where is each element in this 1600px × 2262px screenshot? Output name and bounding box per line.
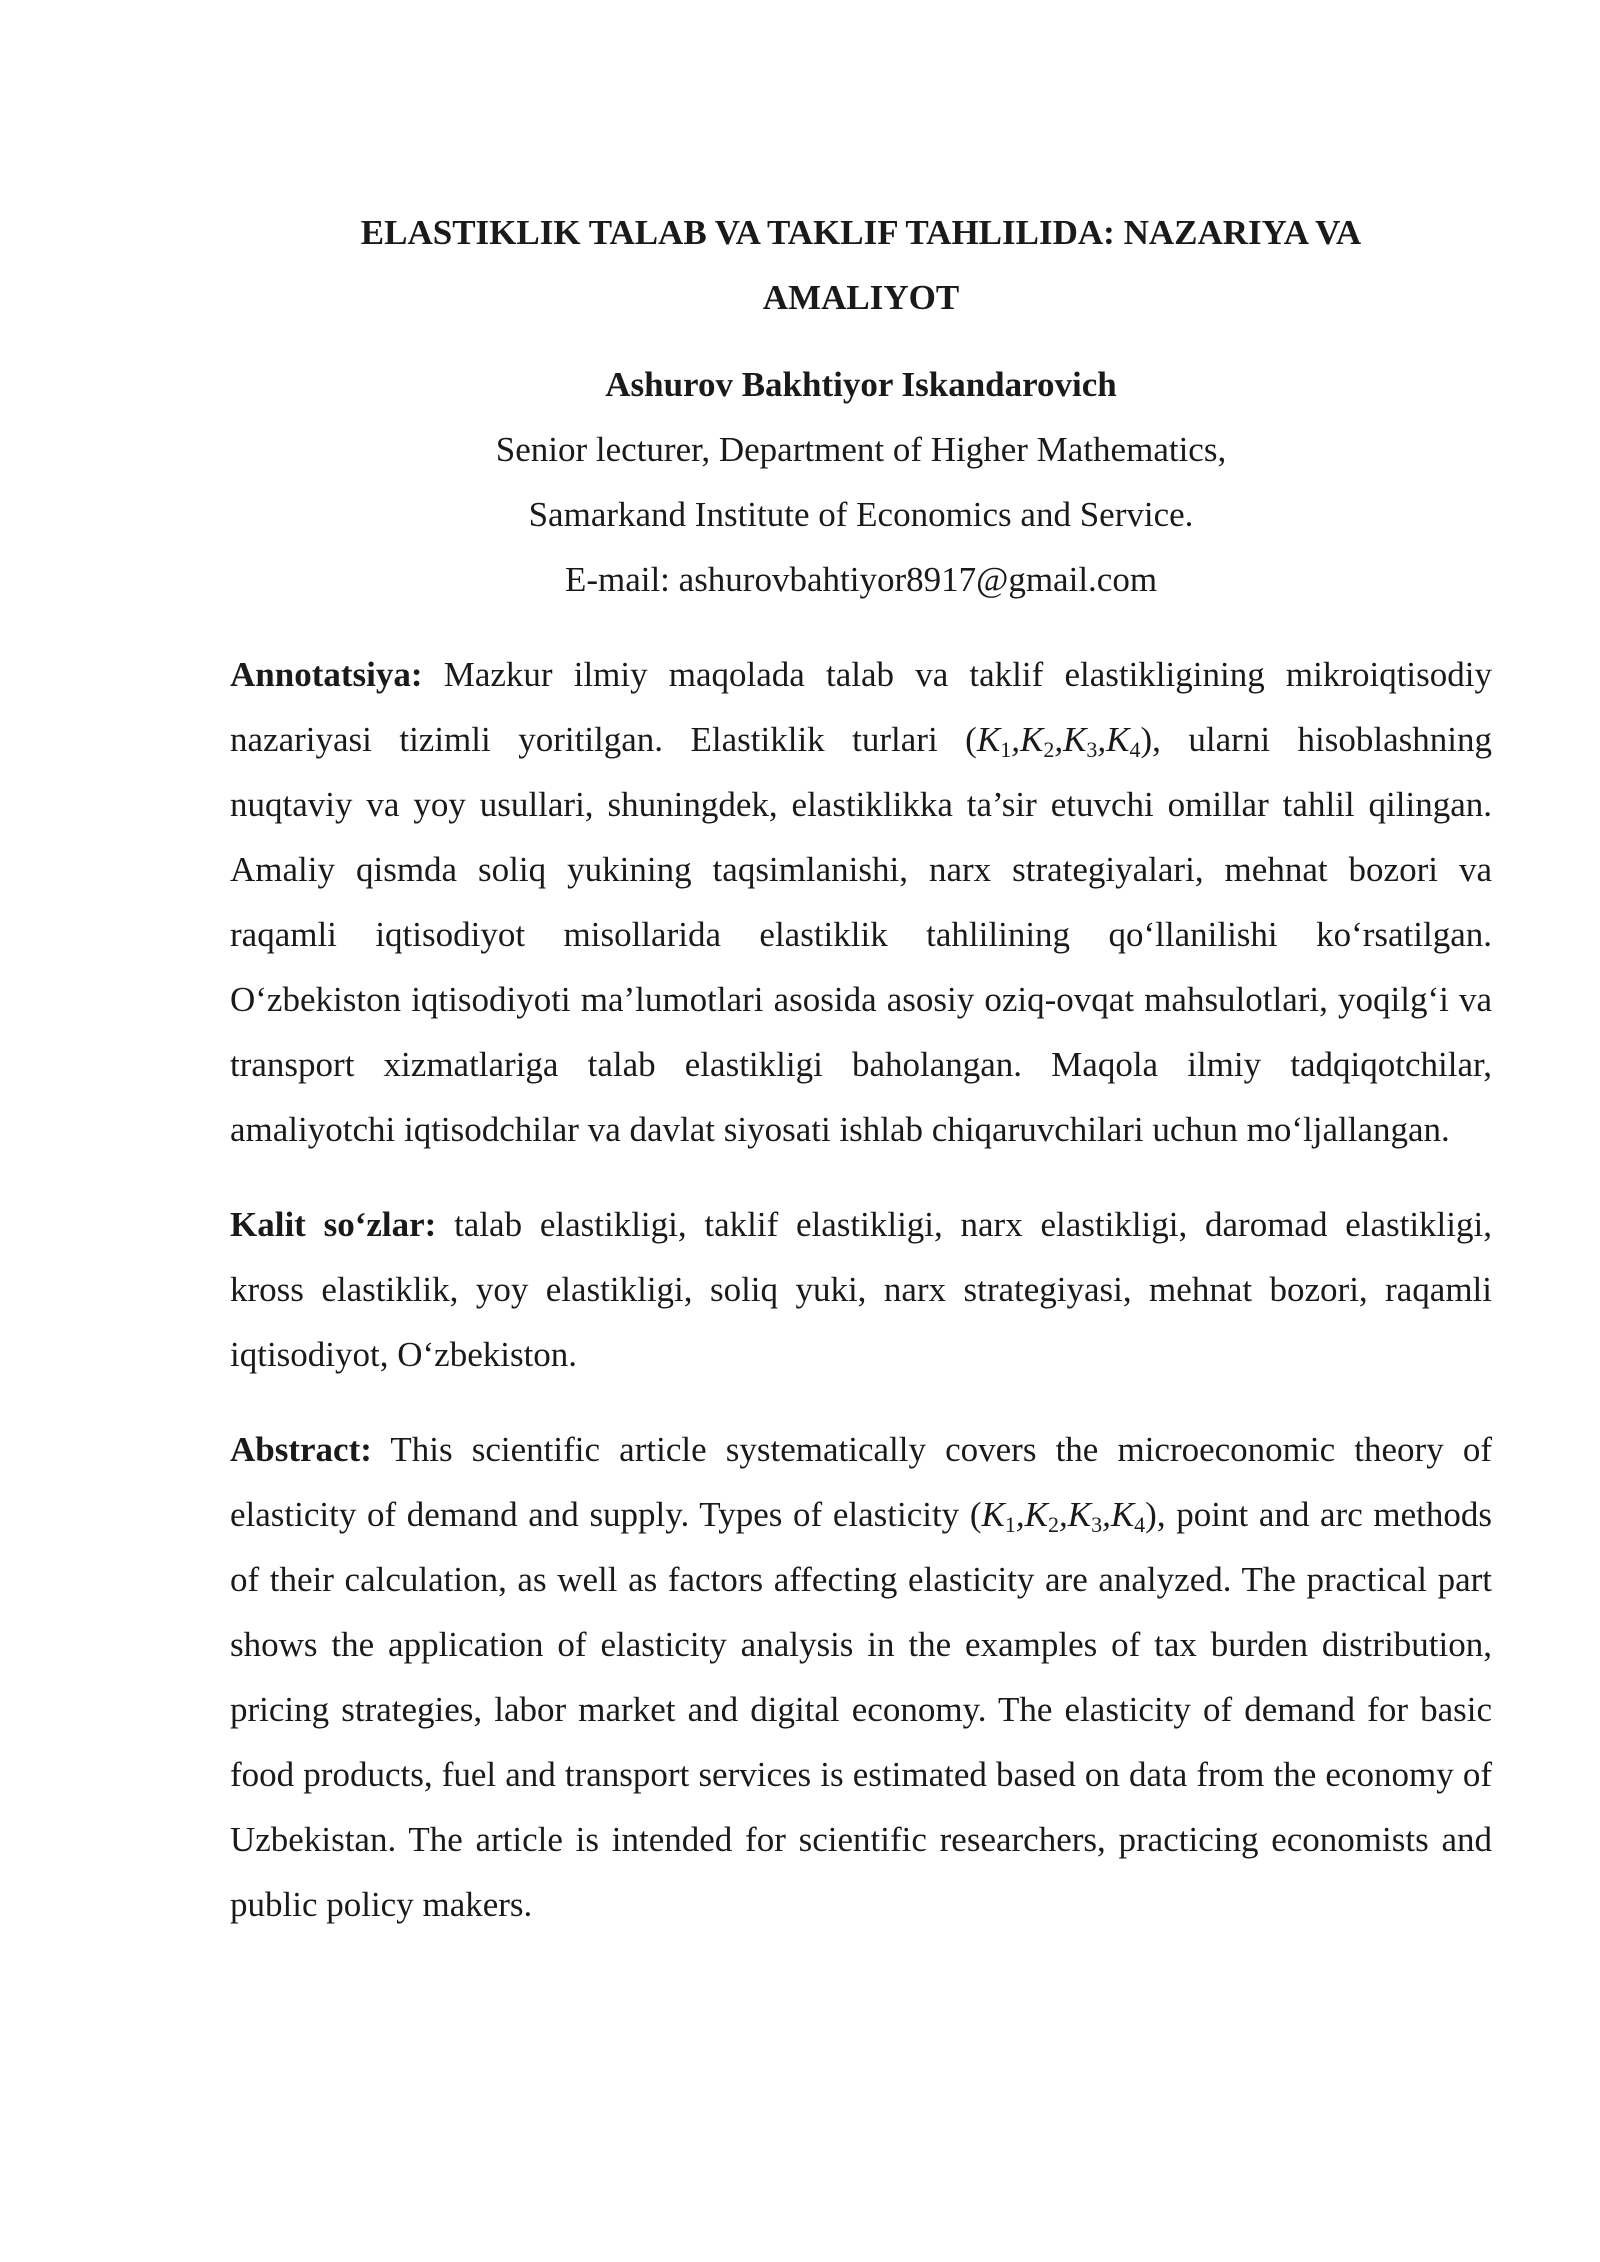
author-name: Ashurov Bakhtiyor Iskandarovich (605, 365, 1117, 404)
abstract-paragraph (230, 1417, 1492, 1937)
elasticity-types-math-en: $K_1,K_2,K_3,K_4$ (981, 1495, 1146, 1537)
elasticity-types-math: $K_1,K_2,K_3,K_4$ (976, 720, 1141, 762)
author-position: Senior lecturer, Department of Higher Mathematics, (495, 430, 1227, 469)
author-institution: Samarkand Institute of Economics and Service. (528, 495, 1194, 534)
abstract-text-end: ), point and arc methods of their calculation, as well as factors affecting elasticity are analyzed. The practical part shows the application of elasticity analysis in the examples of tax burden distribution, pricing strategies, labor market and digital economy. The elasticity of demand for basic food products, fuel and transport services is estimated based on data from the economy of Uzbekistan. The article is intended for scientific researchers, practicing economists and public policy makers. (230, 1495, 1492, 1924)
annotation-text-end: ), ularni hisoblashning nuqtaviy va yoy usullari, shuningdek, elastiklikka ta’sir etuvchi omillar tahlil qilingan. Amaliy qismda soliq yukining taqsimlanishi, narx strategiyalari, mehnat bozori va raqamli iqtisodiyot misollarida elastiklik tahlilining qo‘llanilishi ko‘rsatilgan. O‘zbekiston iqtisodiyoti ma’lumotlari asosida asosiy oziq-ovqat mahsulotlari, yoqilg‘i va transport xizmatlariga talab elastikligi baholangan. Maqola ilmiy tadqiqotchilar, amaliyotchi iqtisodchilar va davlat siyosati ishlab chiqaruvchilari uchun mo‘ljallangan. (230, 720, 1492, 1149)
author-email: E-mail: ashurovbahtiyor8917@gmail.com (564, 560, 1158, 599)
keywords-label: Kalit so‘zlar: (230, 1205, 437, 1244)
author-block (230, 352, 1492, 612)
title-line-1: ELASTIKLIK TALAB VA TAKLIF TAHLILIDA: NAZARIYA VA (360, 213, 1362, 252)
keywords-paragraph (230, 1192, 1492, 1387)
annotation-paragraph (230, 642, 1492, 1162)
annotation-label: Annotatsiya: (230, 655, 423, 694)
paper-title (230, 200, 1492, 330)
annotation-text-start: Mazkur ilmiy maqolada talab va taklif elastikligining mikroiqtisodiy nazariyasi tizimli yoritilgan. Elastiklik turlari ( (230, 655, 1492, 759)
paper-page (230, 200, 1492, 1937)
keywords-text: talab elastikligi, taklif elastikligi, narx elastikligi, daromad elastikligi, kross elastiklik, yoy elastikligi, soliq yuki, narx strategiyasi, mehnat bozori, raqamli iqtisodiyot, O‘zbekiston. (230, 1205, 1492, 1374)
title-line-2: AMALIYOT (762, 278, 960, 317)
abstract-text-start: This scientific article systematically covers the microeconomic theory of elasticity of demand and supply. Types of elasticity ( (230, 1430, 1492, 1534)
abstract-label: Abstract: (230, 1430, 372, 1469)
